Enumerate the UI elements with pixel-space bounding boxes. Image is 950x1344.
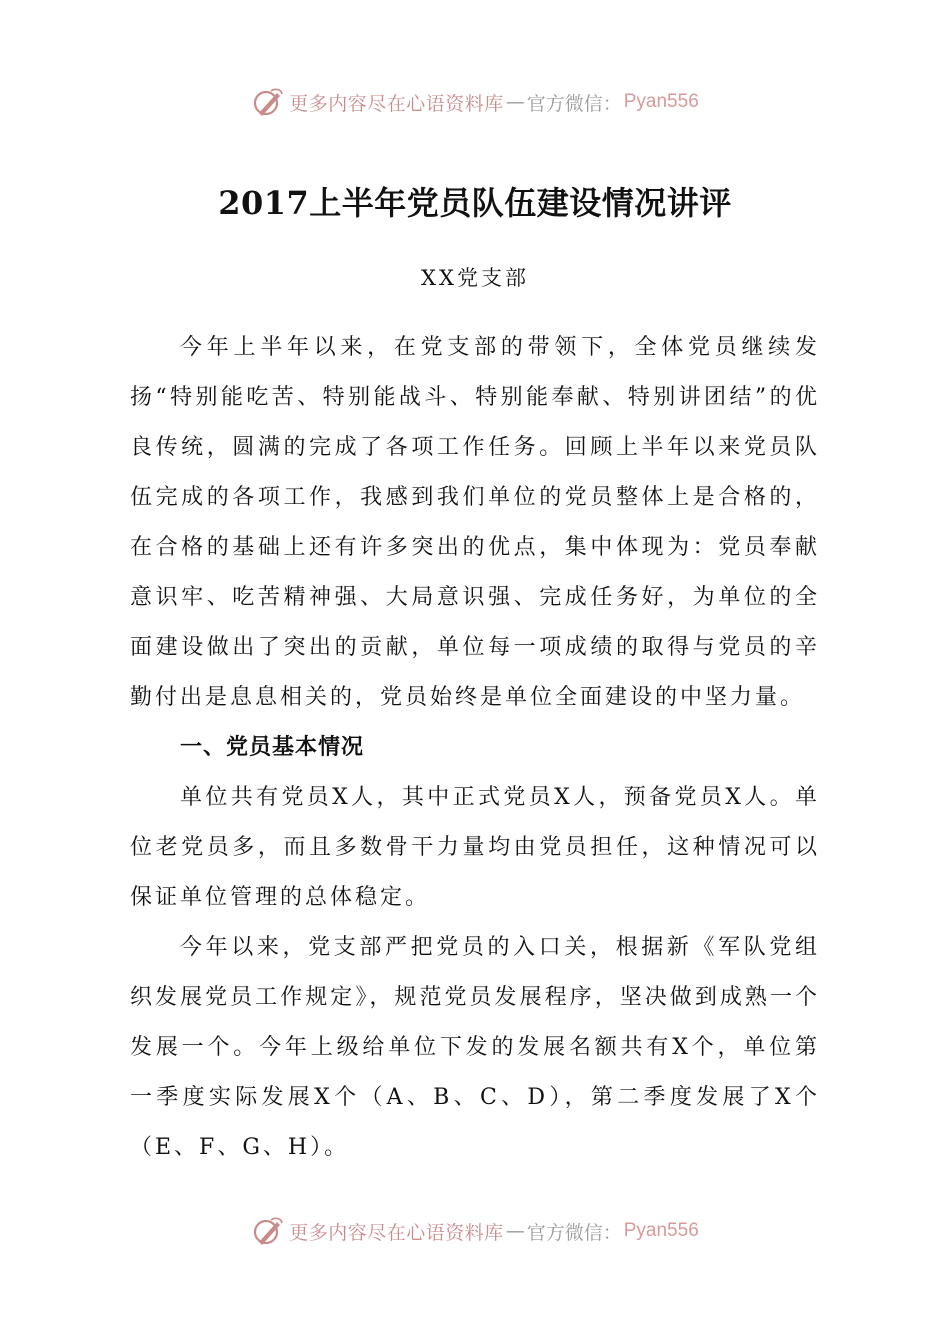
watermark-wechat-id: Pyan556: [623, 1220, 699, 1241]
watermark-header: [0, 82, 950, 122]
pen-nib-logo-icon: [251, 85, 285, 119]
watermark-footer: [0, 1211, 950, 1251]
watermark-dash: —: [505, 91, 525, 113]
section-paragraph-2: 今年以来，党支部严把党员的入口关，根据新《军队党组织发展党员工作规定》，规范党员发展程序，坚决做到成熟一个发展一个。今年上级给单位下发的发展名额共有X个，单位第一季度实际发展X个（A、B、C、D），第二季度发展了X个（E、F、G、H）。: [130, 935, 820, 1160]
pen-nib-logo-icon: [251, 1214, 285, 1248]
intro-paragraph: 今年上半年以来，在党支部的带领下，全体党员继续发扬“特别能吃苦、特别能战斗、特别能奉献、特别讲团结”的优良传统，圆满的完成了各项工作任务。回顾上半年以来党员队伍完成的各项工作，我感到我们单位的党员整体上是合格的，在合格的基础上还有许多突出的优点，集中体现为：党员奉献意识牢、吃苦精神强、大局意识强、完成任务好，为单位的全面建设做出了突出的贡献，单位每一项成绩的取得与党员的辛勤付出是息息相关的，党员始终是单位全面建设的中坚力量。: [130, 335, 820, 710]
section-heading: 一、党员基本情况: [180, 735, 365, 760]
document-author: XX党支部: [421, 266, 529, 290]
document-title: 2017上半年党员队伍建设情况讲评: [218, 184, 732, 222]
section-paragraph-1: 单位共有党员X人，其中正式党员X人，预备党员X人。单位老党员多，而且多数骨干力量均由党员担任，这种情况可以保证单位管理的总体稳定。: [130, 785, 820, 910]
watermark-wechat-label: 官方微信：: [526, 1221, 622, 1244]
watermark-brand: 更多内容尽在心语资料库: [289, 92, 504, 115]
watermark-wechat-id: Pyan556: [623, 91, 699, 112]
document-body: [130, 323, 820, 1173]
watermark-wechat-label: 官方微信：: [526, 92, 622, 115]
watermark-dash: —: [505, 1220, 525, 1242]
watermark-brand: 更多内容尽在心语资料库: [289, 1221, 504, 1244]
